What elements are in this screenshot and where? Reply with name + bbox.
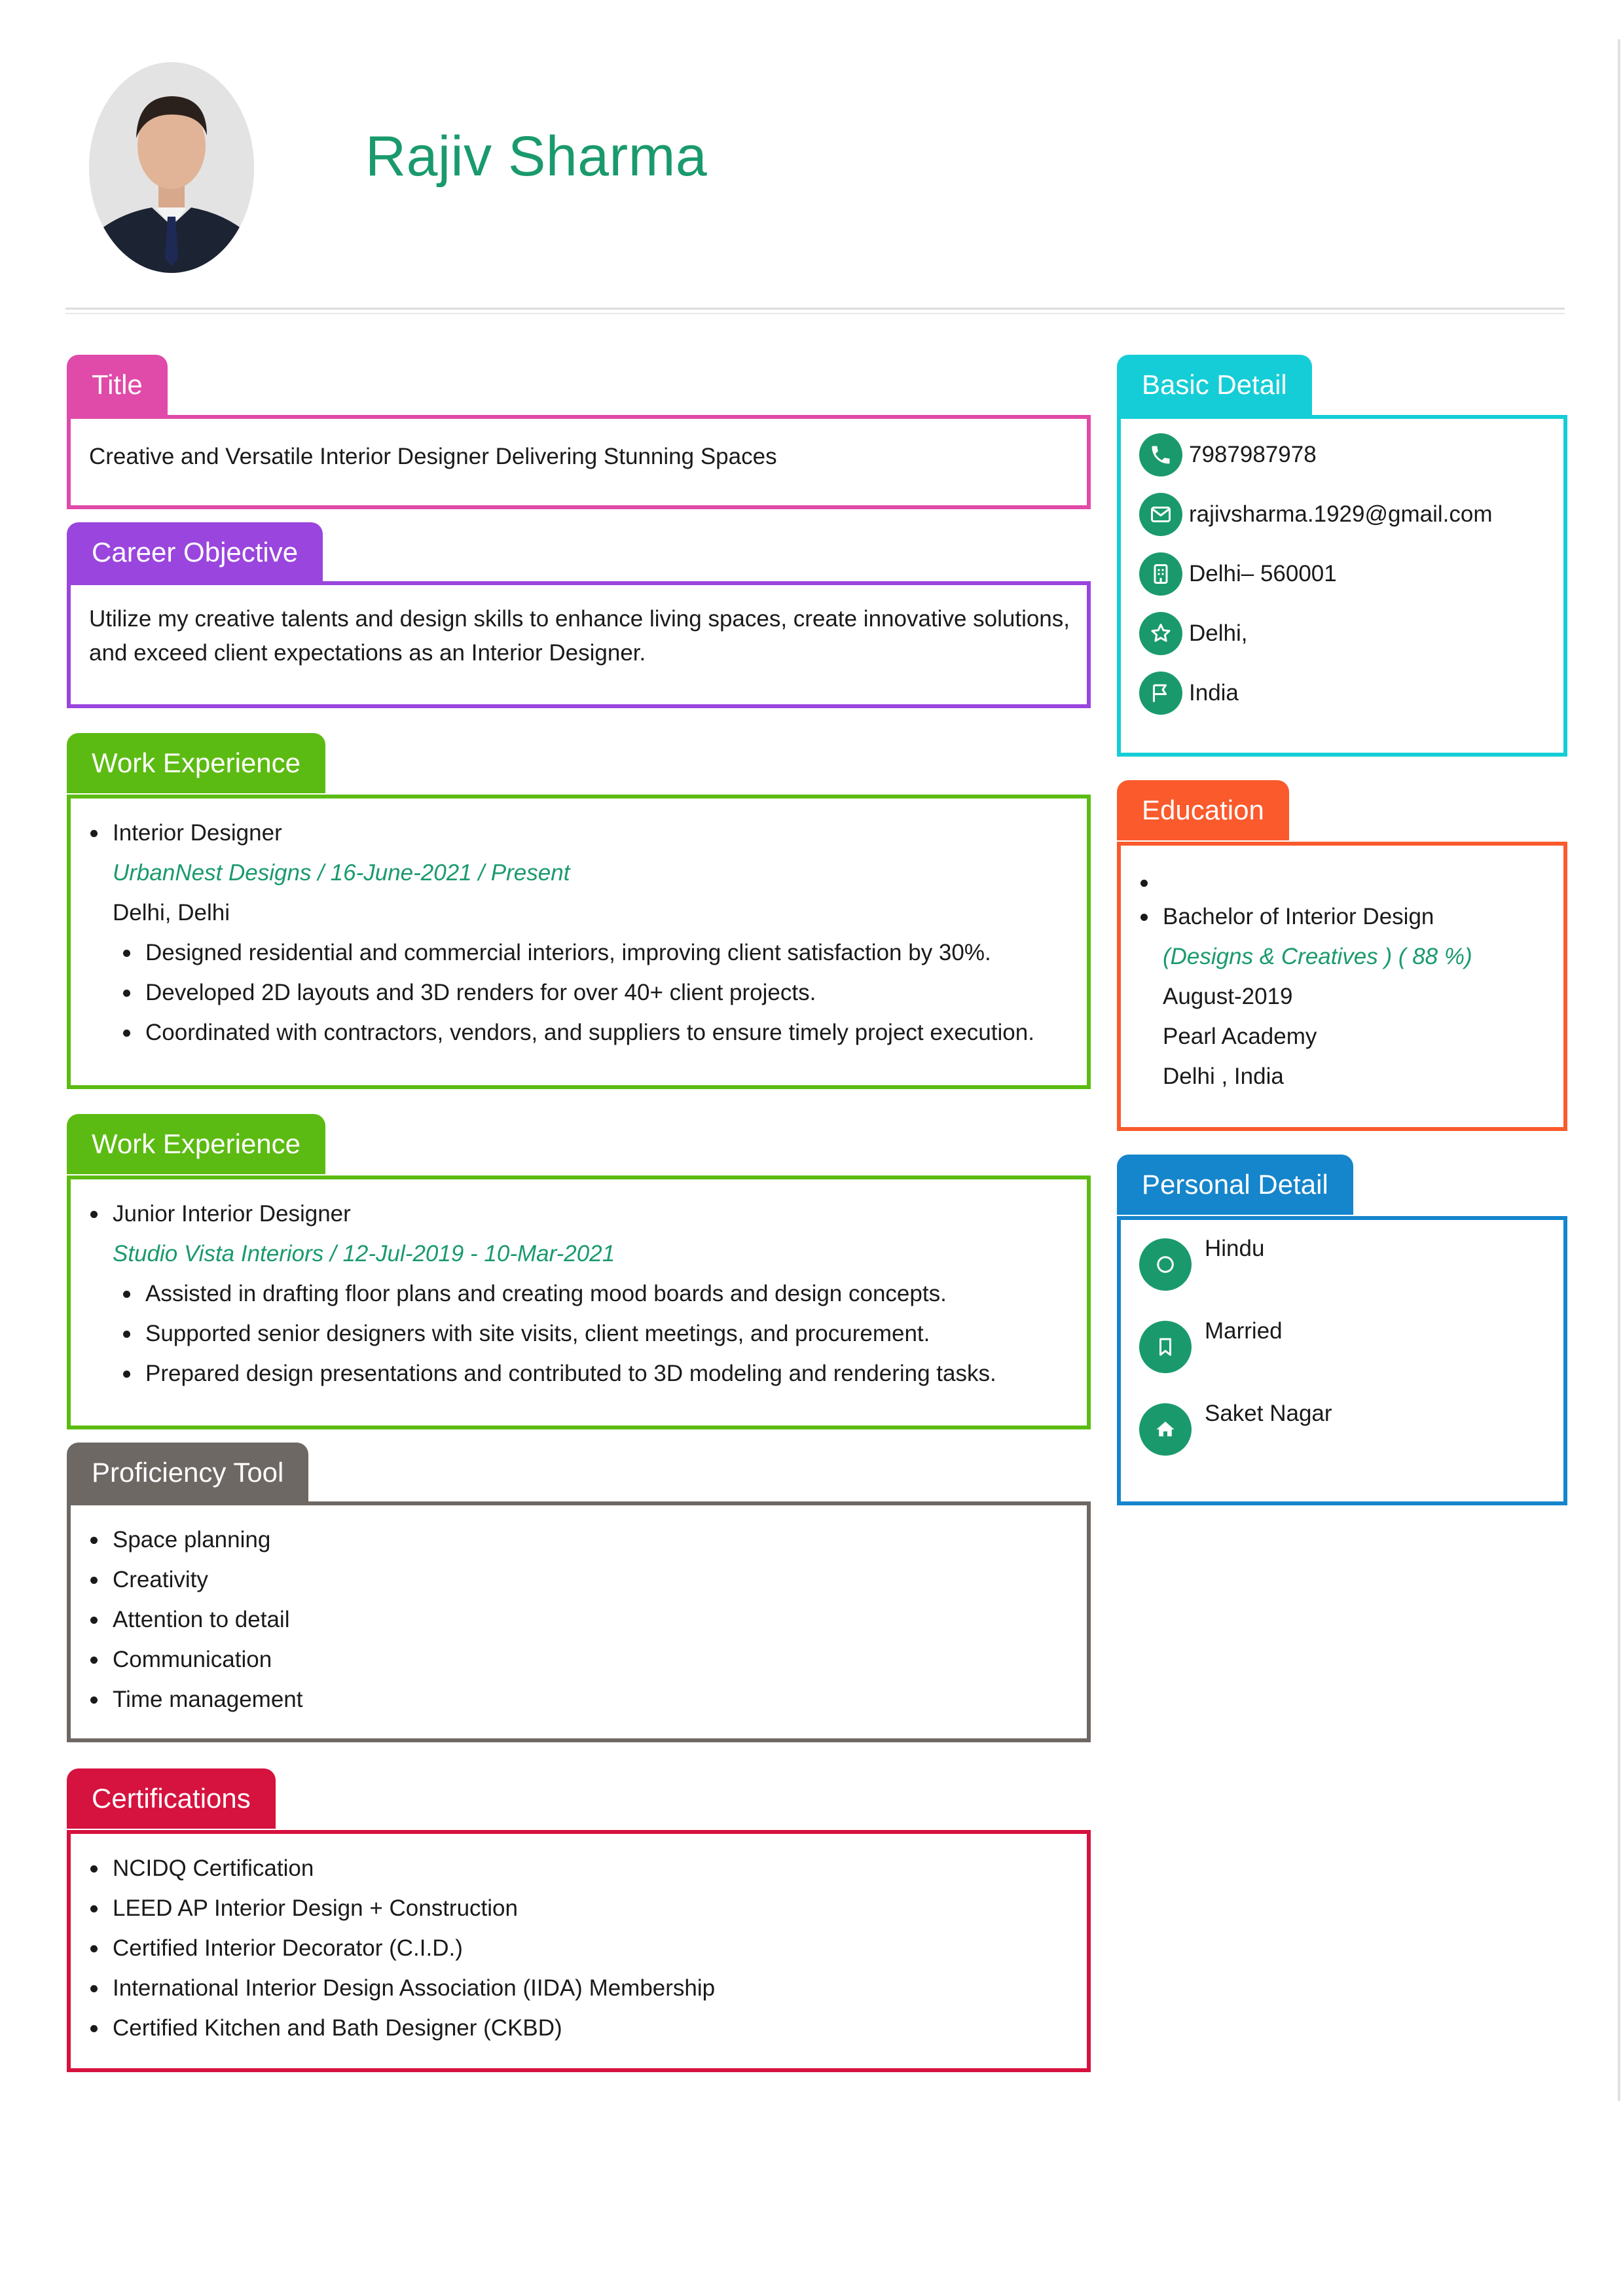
- locality-row: [1139, 1403, 1332, 1456]
- profile-photo: [89, 62, 254, 273]
- work-point: Coordinated with contractors, vendors, and suppliers to ensure timely project execution.: [145, 1013, 1034, 1052]
- work-location-1: Delhi, Delhi: [113, 900, 230, 925]
- basic-detail-box: [1117, 415, 1567, 757]
- title-text: Creative and Versatile Interior Designer Delivering Stunning Spaces: [89, 444, 777, 469]
- marital-status-row: [1139, 1318, 1283, 1373]
- email-row: [1139, 493, 1492, 536]
- flag-icon: [1139, 672, 1182, 715]
- basic-detail-heading: Basic Detail: [1117, 355, 1312, 415]
- objective-box: [67, 581, 1091, 708]
- work-box-2: [67, 1175, 1091, 1429]
- certs-box: [67, 1830, 1091, 2072]
- building-icon: [1139, 552, 1182, 596]
- city-text: Delhi,: [1189, 620, 1248, 646]
- tool-item: Time management: [113, 1679, 303, 1719]
- tool-item: Space planning: [113, 1520, 303, 1560]
- education-empty-item: [1163, 863, 1472, 897]
- education-heading: Education: [1117, 780, 1289, 840]
- header-divider-secondary: [65, 313, 1565, 314]
- tool-item: Communication: [113, 1640, 303, 1679]
- email-address: rajivsharma.1929@gmail.com: [1189, 501, 1493, 527]
- work-point: Designed residential and commercial interiors, improving client satisfaction by 30%.: [145, 933, 1034, 973]
- education-details: (Designs & Creatives ) ( 88 %): [1163, 944, 1472, 969]
- cert-item: Certified Kitchen and Bath Designer (CKBD): [113, 2008, 715, 2048]
- tools-heading: Proficiency Tool: [67, 1443, 308, 1503]
- religion-text: Hindu: [1205, 1236, 1265, 1261]
- bookmark-icon: [1139, 1321, 1192, 1373]
- tools-box: [67, 1501, 1091, 1742]
- home-icon: [1139, 1403, 1192, 1456]
- work-company-dates-2: Studio Vista Interiors / 12-Jul-2019 - 10-Mar-2021: [113, 1241, 615, 1266]
- cert-item: NCIDQ Certification: [113, 1848, 715, 1888]
- page-edge-line: [1618, 39, 1620, 2101]
- work-heading-2: Work Experience: [67, 1114, 325, 1174]
- tool-item: Attention to detail: [113, 1600, 303, 1640]
- work-company-dates-1: UrbanNest Designs / 16-June-2021 / Present: [113, 860, 570, 886]
- title-section-box: [67, 415, 1091, 509]
- country-row: [1139, 672, 1239, 715]
- title-section-heading: Title: [67, 355, 168, 415]
- objective-heading: Career Objective: [67, 522, 323, 583]
- address-text: Delhi– 560001: [1189, 561, 1337, 586]
- phone-number: 7987987978: [1189, 442, 1317, 467]
- work-box-1: [67, 795, 1091, 1089]
- work-entry-1: [113, 813, 1034, 1052]
- education-institute: Pearl Academy: [1163, 1024, 1317, 1049]
- education-entry: [1163, 897, 1472, 1096]
- personal-detail-box: [1117, 1216, 1567, 1505]
- work-point: Supported senior designers with site visits, client meetings, and procurement.: [145, 1314, 996, 1354]
- mail-icon: [1139, 493, 1182, 536]
- candidate-name: Rajiv Sharma: [365, 125, 708, 188]
- cert-item: International Interior Design Association (IIDA) Membership: [113, 1968, 715, 2008]
- work-role-2: Junior Interior Designer: [113, 1201, 351, 1227]
- header-divider: [65, 308, 1565, 310]
- city-row: [1139, 612, 1247, 655]
- personal-detail-heading: Personal Detail: [1117, 1155, 1353, 1215]
- education-box: [1117, 842, 1567, 1131]
- marital-status-text: Married: [1205, 1318, 1283, 1344]
- work-heading-1: Work Experience: [67, 733, 325, 793]
- cert-item: LEED AP Interior Design + Construction: [113, 1888, 715, 1928]
- education-date: August-2019: [1163, 984, 1293, 1009]
- country-text: India: [1189, 680, 1239, 706]
- phone-row: [1139, 433, 1317, 476]
- phone-icon: [1139, 433, 1182, 476]
- objective-line-1: Utilize my creative talents and design skills to enhance living spaces, create innovative solutions,: [89, 606, 1070, 632]
- work-role-1: Interior Designer: [113, 820, 282, 846]
- work-point: Prepared design presentations and contributed to 3D modeling and rendering tasks.: [145, 1354, 996, 1393]
- work-entry-2: [113, 1194, 996, 1393]
- work-point: Developed 2D layouts and 3D renders for over 40+ client projects.: [145, 973, 1034, 1013]
- education-place: Delhi , India: [1163, 1064, 1284, 1089]
- circle-icon: [1139, 1238, 1192, 1291]
- tool-item: Creativity: [113, 1560, 303, 1600]
- star-icon: [1139, 612, 1182, 655]
- locality-text: Saket Nagar: [1205, 1401, 1332, 1426]
- cert-item: Certified Interior Decorator (C.I.D.): [113, 1928, 715, 1968]
- certs-heading: Certifications: [67, 1768, 276, 1829]
- objective-line-2: and exceed client expectations as an Interior Designer.: [89, 640, 646, 666]
- work-point: Assisted in drafting floor plans and creating mood boards and design concepts.: [145, 1274, 996, 1314]
- address-row: [1139, 552, 1337, 596]
- religion-row: [1139, 1238, 1264, 1291]
- education-degree: Bachelor of Interior Design: [1163, 904, 1434, 929]
